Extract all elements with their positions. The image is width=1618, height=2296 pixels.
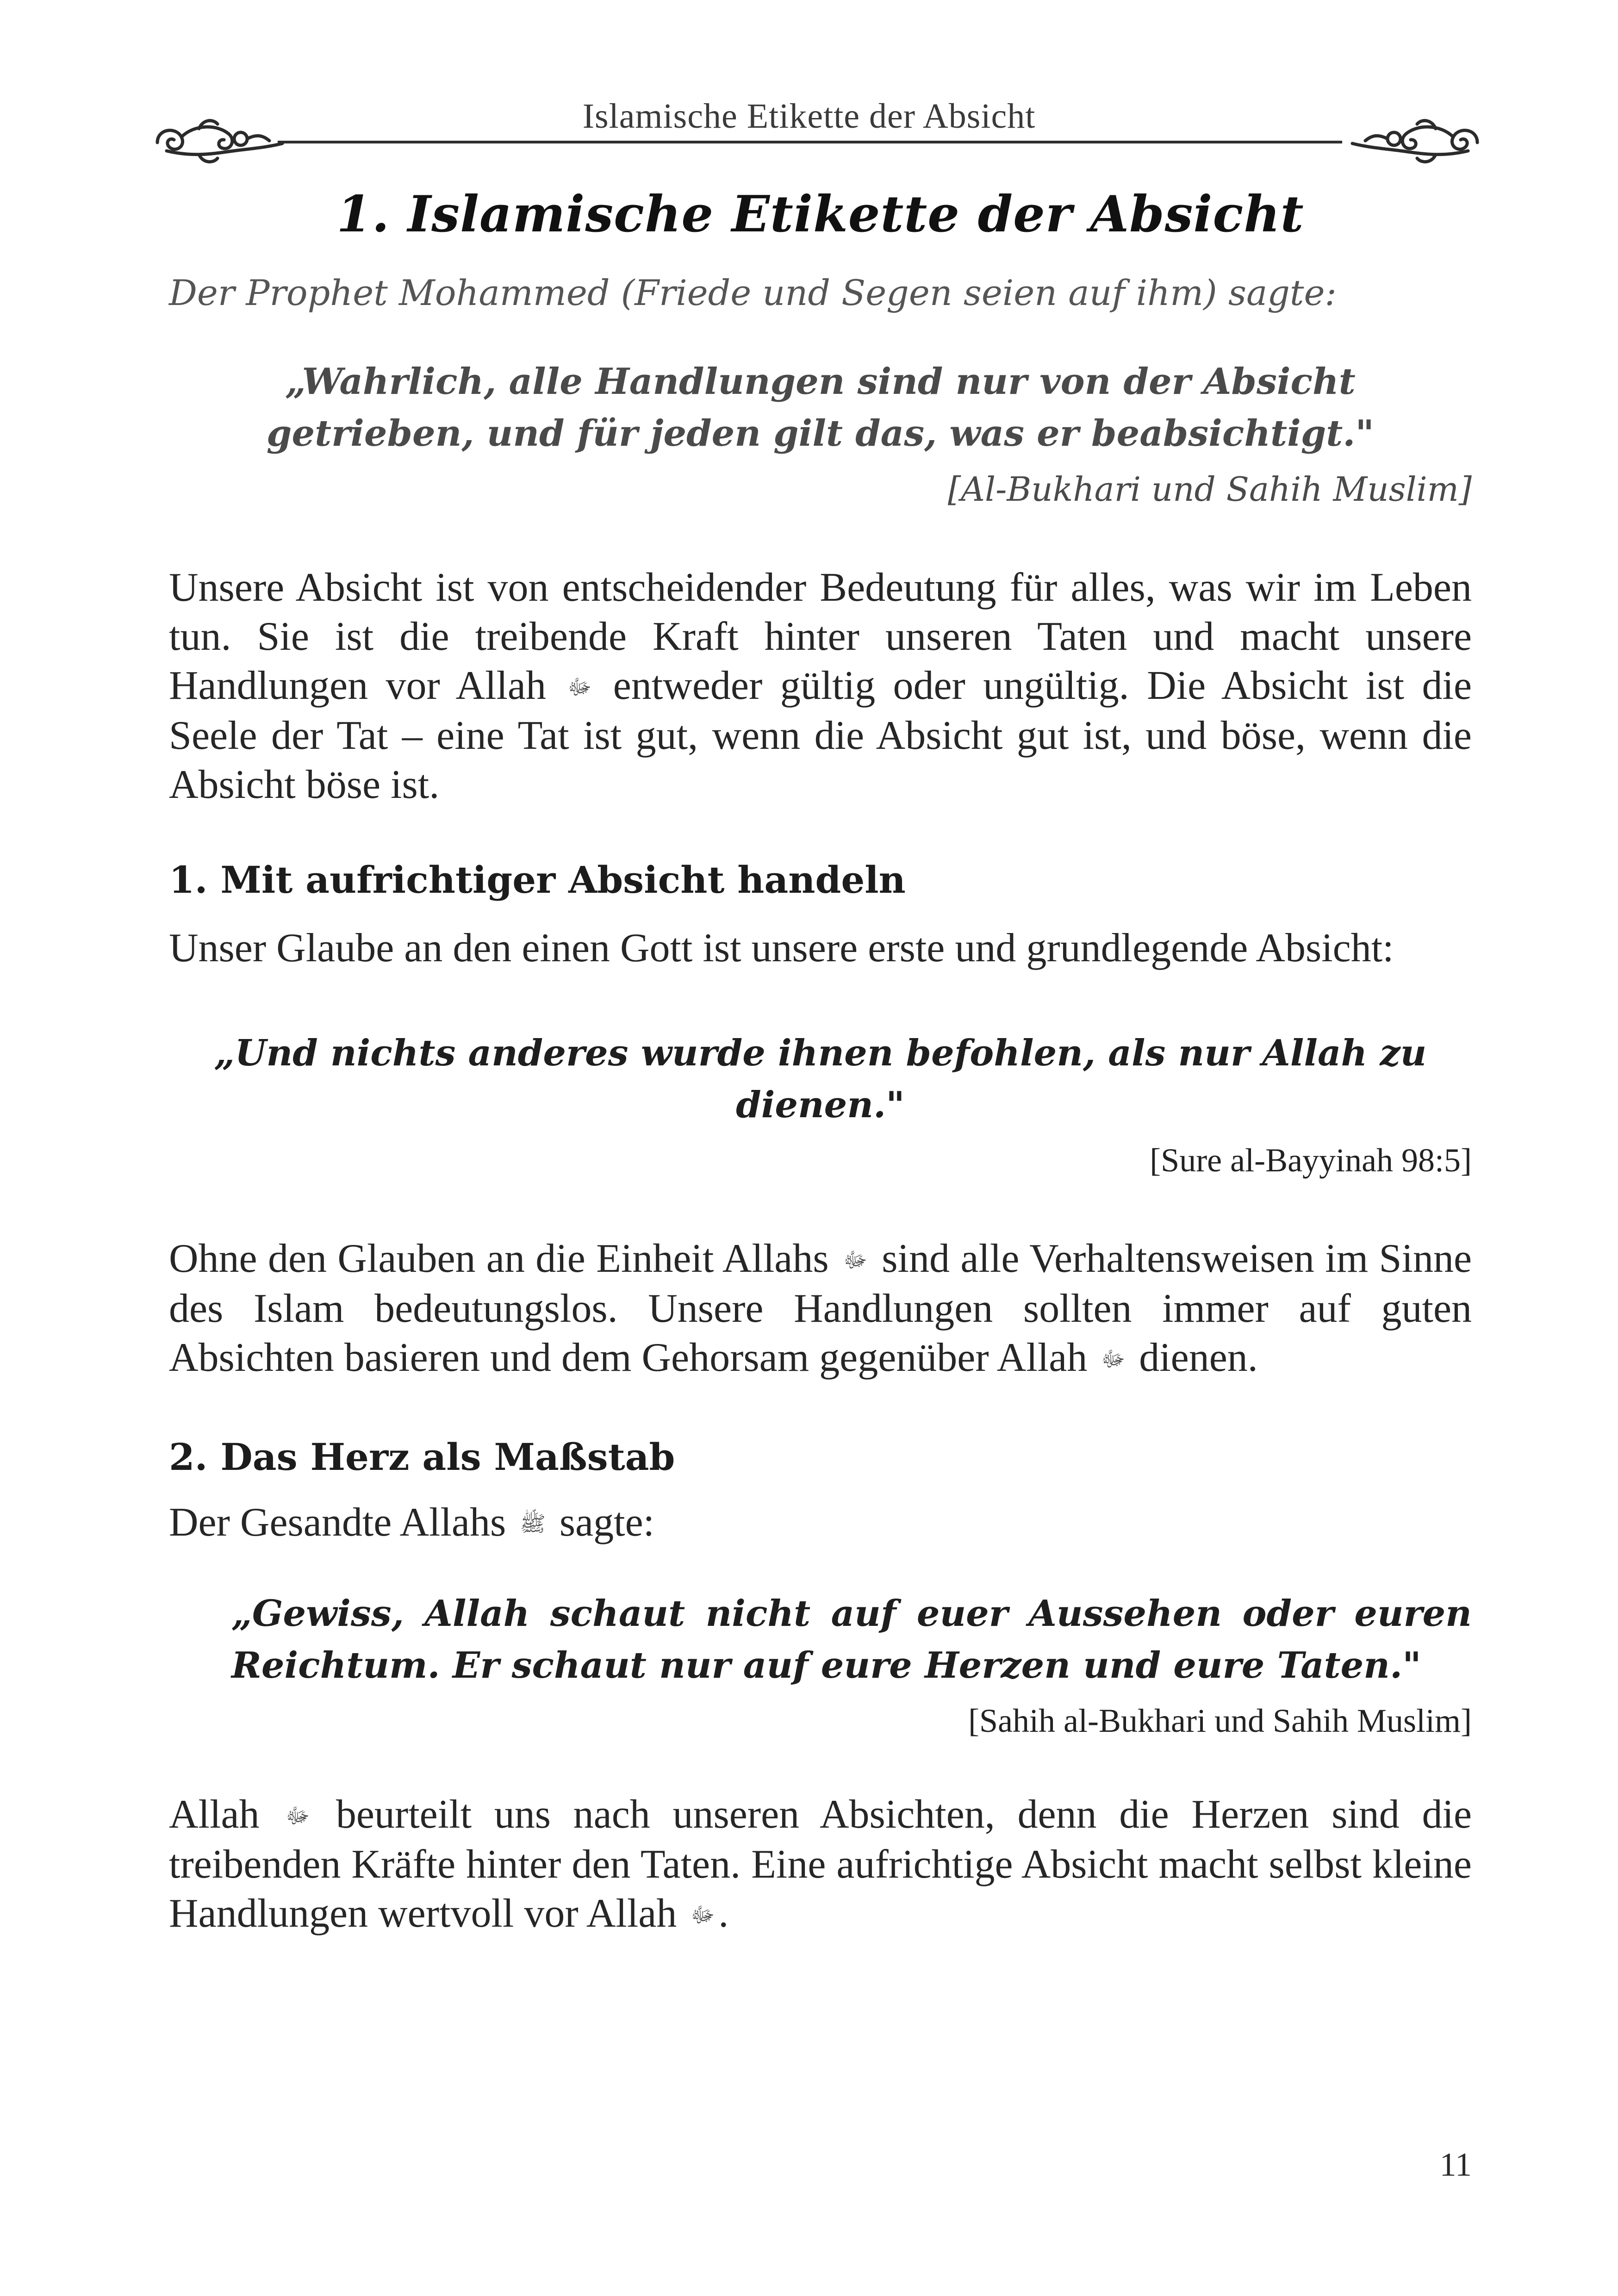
section-heading-2: 2. Das Herz als Maßstab [169, 1435, 675, 1479]
text-segment: sagte: [559, 1500, 655, 1545]
allah-honorific-icon: ﷻ [1101, 1346, 1126, 1371]
prophet-honorific-icon: ﷺ [520, 1511, 546, 1536]
hadith-quote-2: „Gewiss, Allah schaut nicht auf euer Aussehen oder euren Reichtum. Er schaut nur auf eure Herzen und eure Taten." [231, 1593, 1472, 1686]
quote-source: [Sahih al-Bukhari und Sahih Muslim] [968, 1702, 1472, 1739]
running-header: Islamische Etikette der Absicht [582, 97, 1036, 136]
header-rule [278, 141, 1342, 143]
text-segment: dienen. [1139, 1335, 1258, 1380]
quote-line: dienen." [736, 1084, 905, 1126]
text-segment: beurteilt uns nach unseren Absichten, denn die Herzen sind die treibenden Kräfte hinter den Taten. Eine aufrichtige Absicht macht selbst kleine Handlungen wertvoll vor Allah [169, 1792, 1472, 1936]
section2-intro [169, 1498, 1472, 1548]
right-scroll-ornament-icon [1348, 110, 1487, 170]
section1-paragraph-2 [169, 1234, 1472, 1383]
section-heading-1: 1. Mit aufrichtiger Absicht handeln [169, 858, 906, 902]
intro-line: Der Prophet Mohammed (Friede und Segen seien auf ihm) sagte: [169, 272, 1337, 313]
text-segment: entweder gültig oder ungültig. Die Absicht ist die Seele der Tat – eine Tat ist gut, wenn die Absicht gut ist, und böse, wenn die Absicht böse ist. [169, 663, 1472, 807]
page-number: 11 [1439, 2146, 1472, 2183]
section2-paragraph [169, 1790, 1472, 1939]
chapter-title: 1. Islamische Etikette der Absicht [336, 185, 1304, 243]
allah-honorific-icon: ﷻ [286, 1803, 310, 1828]
text-segment: sind alle Verhaltensweisen im Sinne des Islam bedeutungslos. Unsere Handlungen sollten immer auf guten Absichten basieren und dem Gehorsam gegenüber Allah [169, 1236, 1472, 1380]
text-segment: . [718, 1891, 729, 1936]
text-segment: Unsere Absicht ist von entscheidender Bedeutung für alles, was wir im Leben tun. Sie ist die treibende Kraft hinter unseren Taten und macht unsere Handlungen vor Allah [169, 565, 1472, 708]
page-content [169, 167, 1472, 1939]
quote-line: „Und nichts anderes wurde ihnen befohlen, als nur Allah zu [214, 1032, 1427, 1074]
hadith-quote-1 [169, 356, 1472, 460]
left-scroll-ornament-icon [148, 110, 287, 170]
quote-line: getrieben, und für jeden gilt das, was er beabsichtigt." [266, 412, 1375, 454]
quran-quote [169, 1027, 1472, 1131]
quote-source: [Al-Bukhari und Sahih Muslim] [947, 470, 1472, 509]
allah-honorific-icon: ﷻ [567, 674, 592, 699]
text-segment: Allah [169, 1792, 260, 1837]
paragraph-intro [169, 563, 1472, 809]
allah-honorific-icon: ﷻ [843, 1247, 867, 1272]
quote-source: [Sure al-Bayyinah 98:5] [1150, 1142, 1472, 1179]
text-segment: Ohne den Glauben an die Einheit Allahs [169, 1236, 829, 1281]
allah-honorific-icon: ﷻ [691, 1902, 715, 1927]
text-segment: Der Gesandte Allahs [169, 1500, 506, 1545]
section1-paragraph: Unser Glaube an den einen Gott ist unsere erste und grundlegende Absicht: [169, 926, 1394, 971]
quote-line: „Wahrlich, alle Handlungen sind nur von der Absicht [285, 361, 1356, 403]
